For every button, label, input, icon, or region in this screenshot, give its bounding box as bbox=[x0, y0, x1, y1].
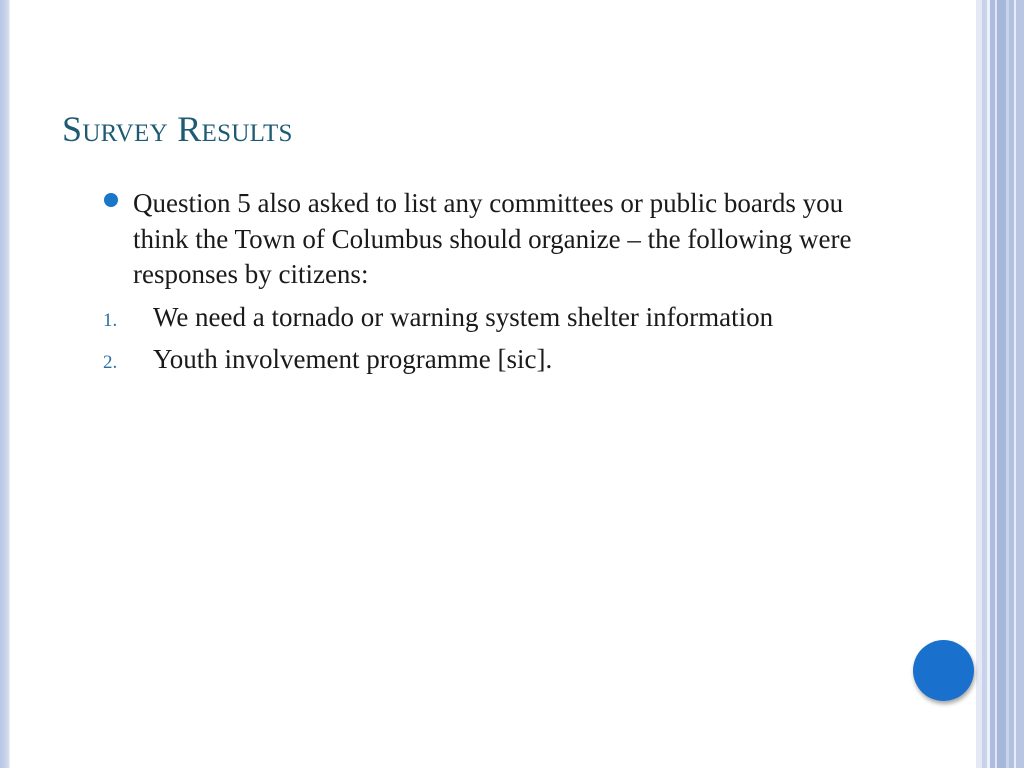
stripe-band bbox=[997, 0, 1006, 768]
numbered-item-1 bbox=[100, 300, 900, 336]
item-number: 1. bbox=[103, 309, 118, 331]
stripe-band bbox=[1016, 0, 1024, 768]
item-number: 2. bbox=[103, 352, 118, 373]
item-text: Youth involvement programme [sic]. bbox=[153, 344, 553, 374]
bullet-item bbox=[100, 186, 900, 293]
slide-title: Survey Results bbox=[62, 109, 293, 149]
item-text: We need a tornado or warning system shelter information bbox=[153, 301, 774, 332]
bullet-text: Question 5 also asked to list any committees or public boards you think the Town of Columbus should organize – the following were responses by citizens: bbox=[133, 188, 852, 289]
left-border-stripe bbox=[0, 0, 10, 768]
numbered-item-2 bbox=[100, 342, 900, 378]
right-decorative-stripes bbox=[976, 0, 1024, 768]
slide-body bbox=[100, 186, 900, 378]
circle-button-icon[interactable] bbox=[913, 640, 974, 701]
bullet-icon bbox=[104, 193, 118, 207]
